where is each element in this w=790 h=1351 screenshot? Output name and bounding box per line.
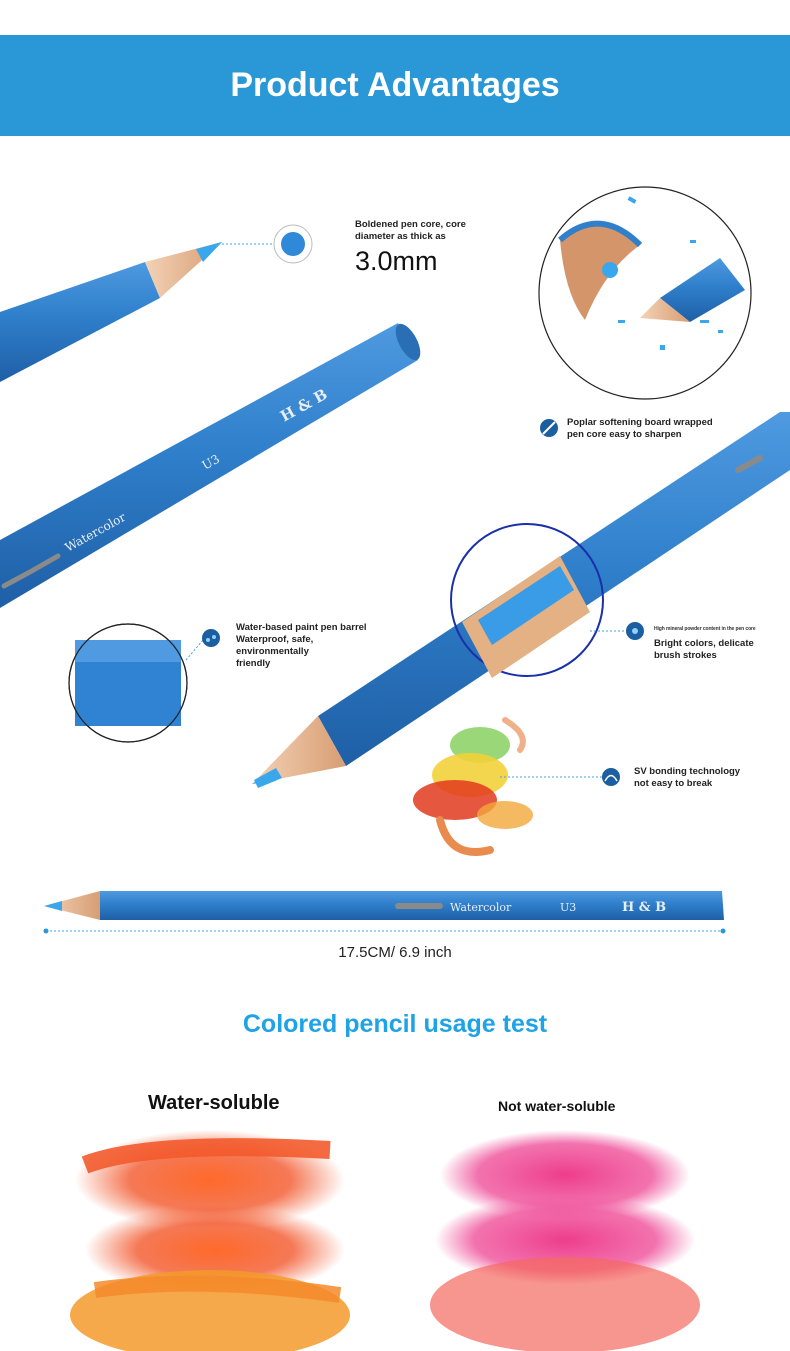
core-callout-icon bbox=[274, 225, 312, 263]
barrel-closeup bbox=[69, 624, 187, 742]
pencil-brand-print: H & B bbox=[277, 385, 331, 426]
sharpening-closeup bbox=[539, 187, 751, 399]
full-pencil-brand-print: H & B bbox=[622, 900, 667, 915]
poplar-callout-text: Poplar softening board wrapped pen core easy to sharpen bbox=[567, 417, 713, 440]
full-pencil-type-print: Watercolor bbox=[450, 901, 512, 914]
pencil-full-length bbox=[44, 891, 724, 920]
page-title: Product Advantages bbox=[230, 66, 560, 104]
swatch-water-soluble bbox=[70, 1130, 350, 1351]
core-diameter-value: 3.0mm bbox=[355, 246, 438, 276]
pencil-type-print: Watercolor bbox=[62, 509, 128, 555]
water-soluble-label: Water-soluble bbox=[148, 1092, 280, 1114]
usage-test-title: Colored pencil usage test bbox=[242, 1010, 548, 1038]
pigment-callout-text: Bright colors, delicate brush strokes bbox=[654, 638, 754, 661]
not-water-soluble-label: Not water-soluble bbox=[498, 1098, 616, 1114]
pigment-tiny-text: High mineral powder content in the pen core bbox=[654, 626, 756, 632]
core-callout-text: Boldened pen core, core diameter as thick as bbox=[355, 219, 466, 242]
colored-shavings bbox=[413, 720, 533, 852]
full-pencil-model-print: U3 bbox=[560, 901, 577, 914]
bonding-callout-text: SV bonding technology not easy to break bbox=[634, 766, 741, 789]
bonding-callout-icon bbox=[602, 768, 620, 786]
pencil-length-label: 17.5CM/ 6.9 inch bbox=[338, 944, 452, 961]
pencil-model-print: U3 bbox=[199, 451, 222, 473]
pencil-middle-left bbox=[0, 320, 425, 608]
barrel-callout-icon bbox=[202, 629, 220, 647]
core-cutaway-closeup bbox=[451, 524, 603, 678]
pencil-top-left bbox=[0, 242, 222, 382]
swatch-not-water-soluble bbox=[430, 1130, 700, 1351]
barrel-callout-text: Water-based paint pen barrel Waterproof, safe, environmentally friendly bbox=[236, 622, 367, 669]
